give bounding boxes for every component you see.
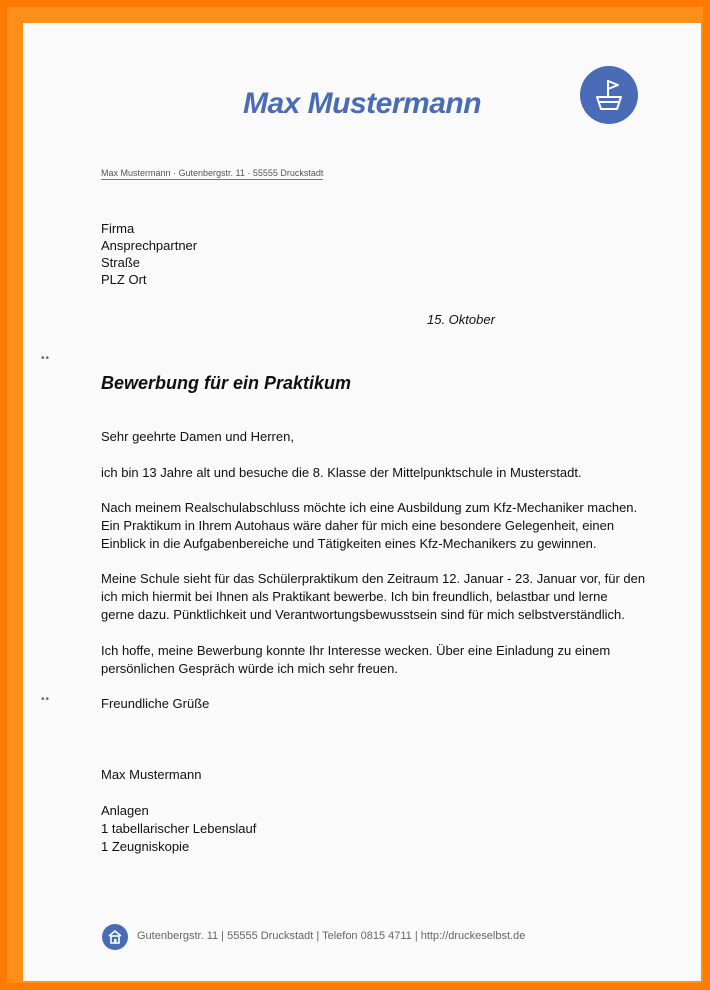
paragraph-2-line: Nach meinem Realschulabschluss möchte ich eine Ausbildung zum Kfz-Mechaniker machen.	[101, 500, 638, 515]
letter-date: 15. Oktober	[427, 312, 495, 327]
boat-flag-icon	[580, 66, 638, 124]
recipient-street: Straße	[101, 255, 141, 270]
fold-mark-top: ••	[41, 353, 51, 364]
closing: Freundliche Grüße	[101, 696, 210, 711]
paragraph-3-line: ich mich hiermit bei Ihnen als Praktikant bewerbe. Ich bin freundlich, belastbar und lerne	[101, 589, 608, 604]
attachments-heading: Anlagen	[101, 803, 149, 818]
paragraph-4	[101, 642, 661, 678]
paragraph-4-line: Ich hoffe, meine Bewerbung konnte Ihr Interesse wecken. Über eine Einladung zu einem	[101, 643, 611, 658]
paragraph-2	[101, 499, 661, 553]
paragraph-1: ich bin 13 Jahre alt und besuche die 8. Klasse der Mittelpunktschule in Musterstadt.	[101, 465, 582, 480]
paragraph-2-line: Einblick in die Aufgabenbereiche und Tätigkeiten eines Kfz-Mechanikers zu gewinnen.	[101, 536, 597, 551]
footer-contact: Gutenbergstr. 11 | 55555 Druckstadt | Telefon 0815 4711 | http://druckeselbst.de	[137, 930, 526, 942]
paragraph-4-line: persönlichen Gespräch würde ich mich sehr freuen.	[101, 661, 398, 676]
attachment-item: 1 Zeugniskopie	[101, 839, 190, 854]
letter-page	[23, 23, 701, 981]
house-icon	[102, 924, 128, 950]
sender-return-address: Max Mustermann · Gutenbergstr. 11 · 55555 Druckstadt	[101, 168, 324, 178]
paragraph-3-line: Meine Schule sieht für das Schülerpraktikum den Zeitraum 12. Januar - 23. Januar vor, für den	[101, 571, 646, 586]
attachments	[101, 802, 661, 856]
recipient-address	[101, 220, 197, 288]
recipient-contact: Ansprechpartner	[101, 238, 198, 253]
letter-subject: Bewerbung für ein Praktikum	[101, 373, 352, 393]
signature-name: Max Mustermann	[101, 767, 202, 782]
salutation: Sehr geehrte Damen und Herren,	[101, 429, 294, 444]
recipient-city: PLZ Ort	[101, 272, 147, 287]
paragraph-3	[101, 570, 661, 624]
sender-name-title: Max Mustermann	[242, 87, 482, 120]
paragraph-2-line: Ein Praktikum in Ihrem Autohaus wäre daher für mich eine besondere Gelegenheit, einen	[101, 518, 615, 533]
recipient-company: Firma	[101, 221, 135, 236]
fold-mark-bottom: ••	[41, 694, 51, 705]
attachment-item: 1 tabellarischer Lebenslauf	[101, 821, 257, 836]
paragraph-3-line: gerne dazu. Pünktlichkeit und Verantwortungsbewusstsein sind für mich selbstverständlich.	[101, 607, 625, 622]
